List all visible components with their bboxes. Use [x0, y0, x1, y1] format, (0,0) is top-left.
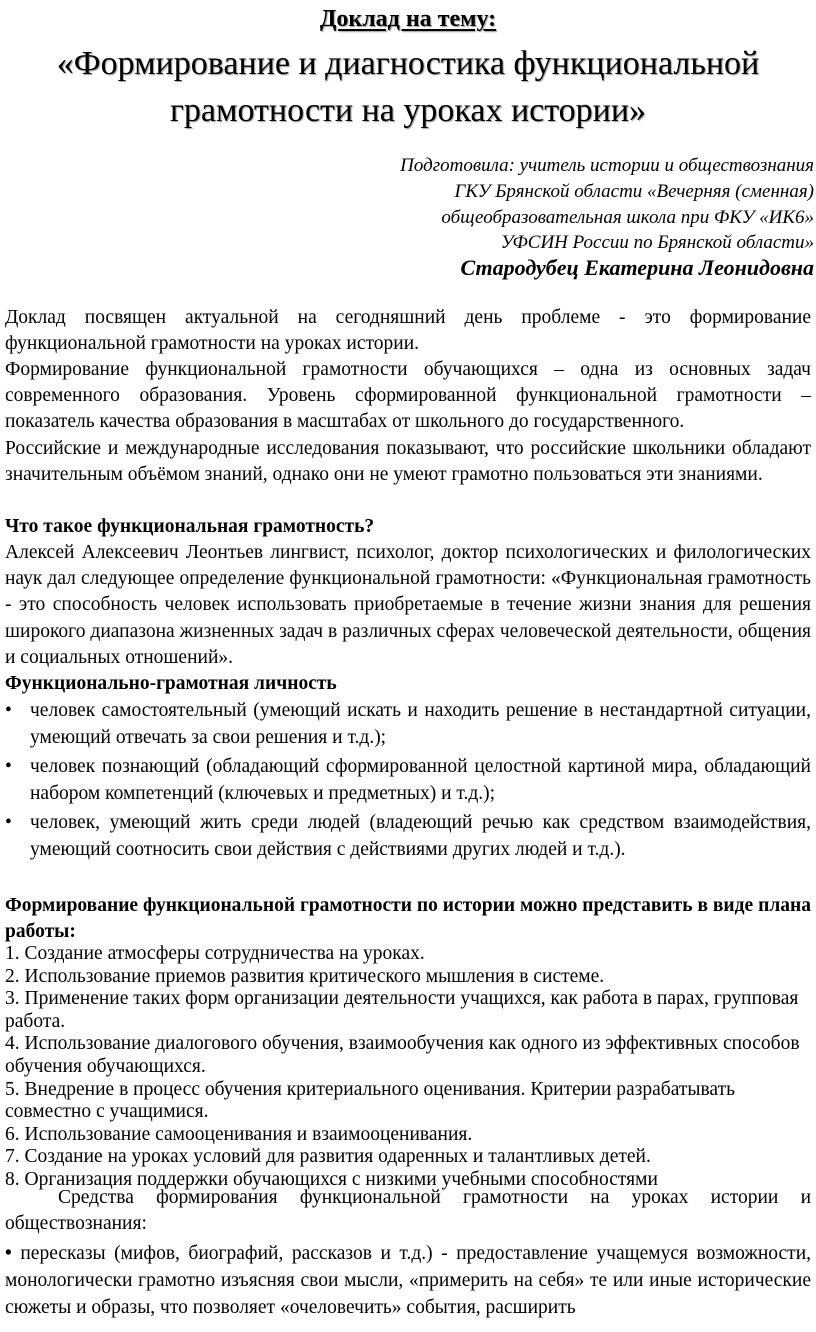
list-item: • человек самостоятельный (умеющий искать и находить решение в нестандартной ситуации, умеющий отвечать за свои решения и т.д.); — [5, 698, 811, 751]
list-item: 1. Создание атмосферы сотрудничества на уроках. — [5, 943, 425, 964]
author-line-2: ГКУ Брянской области «Вечерняя (сменная) — [454, 181, 814, 202]
paragraph-means: Средства формирования функциональной грамотности на уроках истории и обществознания: — [5, 1187, 811, 1235]
plan-list — [5, 943, 811, 1192]
author-line-3: общеобразовательная школа при ФКУ «ИК6» — [441, 207, 814, 228]
author-line-4: УФСИН России по Брянской области» — [500, 232, 814, 253]
list-item: 4. Использование диалогового обучения, взаимообучения как одного из эффективных способов обучения обучающихся. — [5, 1033, 800, 1077]
list-item: 8. Организация поддержки обучающихся с низкими учебными способностями — [5, 1168, 658, 1190]
author-name: Стародубец Екатерина Леонидовна — [460, 255, 814, 280]
list-item: • человек познающий (обладающий сформированной целостной картиной мира, обладающий набором компетенций (ключевых и предметных) и т.д.); — [5, 754, 811, 807]
list-item: 5. Внедрение в процесс обучения критериального оценивания. Критерии разрабатывать совместно с учащимися. — [5, 1078, 735, 1123]
personality-list — [5, 698, 811, 867]
report-label: Доклад на тему: — [319, 6, 497, 32]
paragraph-intro: Доклад посвящен актуальной на сегодняшний день проблеме - это формирование функциональной грамотности на уроках истории. — [5, 307, 811, 355]
retelling-text: пересказы (мифов, биографий, рассказов и т.д.) - предоставление учащемуся возможности, монологически грамотно изъясняя свои мысли, «примерить на себя» те или иные исторические сюжеты и образы, что позволяет «очеловечить» события, расширить — [5, 1243, 812, 1318]
list-item: 3. Применение таких форм организации деятельности учащихся, как работа в парах, групповая работа. — [5, 988, 799, 1032]
list-item: 7. Создание на уроках условий для развития одаренных и талантливых детей. — [5, 1146, 651, 1168]
author-line-1: Подготовила: учитель истории и обществознания — [400, 155, 814, 176]
paragraph-definition: Алексей Алексеевич Леонтьев лингвист, психолог, доктор психологических и филологических наук дал следующее определение функциональной грамотности: «Функциональная грамотность - это способность человек использовать приобретаемые в течение жизни знания для решения широкого диапазона жизненных задач в различных сферах человеческой деятельности, общения и социальных отношений». — [5, 542, 811, 668]
list-item: • человек, умеющий жить среди людей (владеющий речью как средством взаимодействия, умеющий соотносить свои действия с действиями других людей и т.д.). — [5, 810, 811, 863]
report-title: «Формирование и диагностика функциональной грамотности на уроках истории» — [56, 45, 760, 129]
list-item: 2. Использование приемов развития критического мышления в системе. — [5, 965, 605, 987]
personality-heading: Функционально-грамотная личность — [5, 673, 337, 694]
plan-heading: Формирование функциональной грамотности по истории можно представить в виде плана работы: — [5, 895, 811, 942]
question-heading: Что такое функциональная грамотность? — [5, 516, 375, 537]
list-item: 6. Использование самооценивания и взаимооценивания. — [5, 1123, 473, 1145]
paragraph-research: Российские и международные исследования показывают, что российские школьники обладают значительным объёмом знаний, однако они не умеют грамотно пользоваться эти знаниями. — [5, 438, 811, 486]
paragraph-retelling — [5, 1240, 811, 1321]
paragraph-formation: Формирование функциональной грамотности обучающихся – одна из основных задач современного образования. Уровень сформированной функциональной грамотности – показатель качества образования в масштабах от школьного до государственного. — [5, 359, 811, 433]
